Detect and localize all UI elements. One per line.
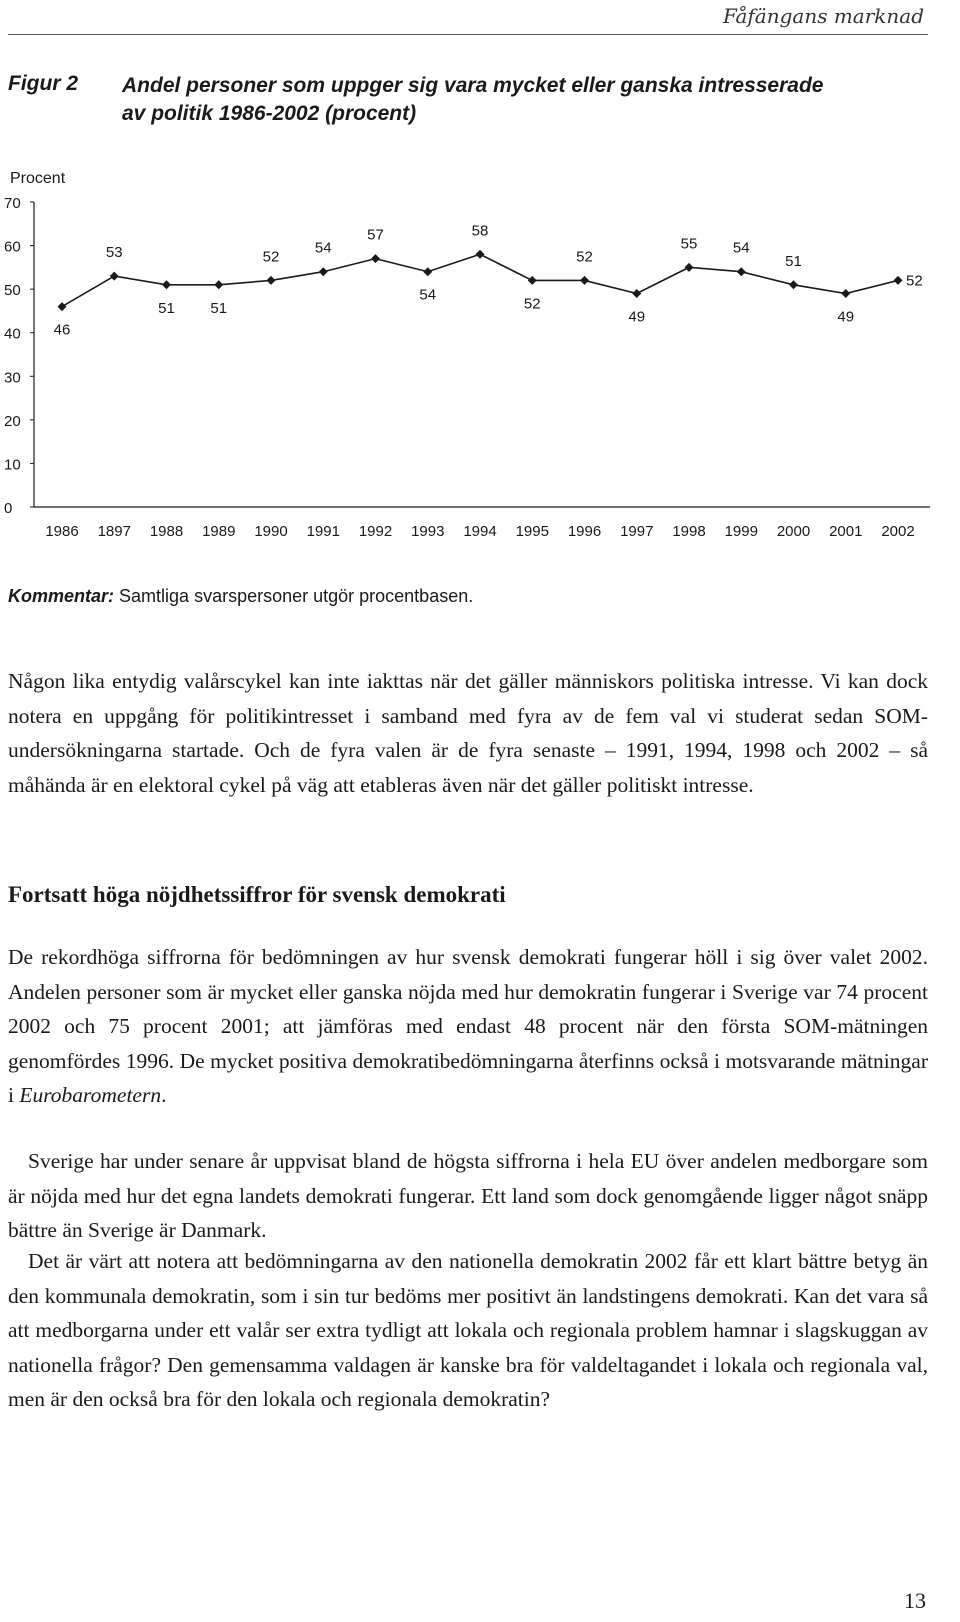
- data-point: [528, 276, 537, 285]
- y-tick-label: 0: [4, 500, 13, 517]
- line-chart: [0, 160, 960, 560]
- x-tick-label: 1993: [411, 523, 445, 540]
- series-line: [62, 254, 898, 306]
- y-tick-label: 10: [4, 456, 21, 474]
- paragraph-2-start: De rekordhöga siffrorna för bedömningen av hur svensk demokrati fungerar höll i sig över valet 2002. Andelen personer som är mycket eller ganska nöjda med hur demokratin fungerar i Sverige var 74 procent 2002 och 75 procent 2001; att jämföras med endast 48 procent när den första SOM-mätningen genomfördes 1996. De mycket positiva demokratibedömningarna återfinns också i motsvarande mätningar i: [8, 945, 928, 1107]
- data-point: [685, 263, 694, 272]
- paragraph-2-italic: Eurobarometern: [19, 1083, 162, 1107]
- data-point: [371, 254, 380, 263]
- x-tick-label: 2002: [881, 523, 915, 540]
- x-tick-label: 1994: [463, 523, 497, 540]
- data-label: 52: [262, 248, 280, 266]
- x-ticks: [45, 523, 914, 540]
- comment-text: Samtliga svarspersoner utgör procentbasen.: [119, 586, 474, 606]
- data-point: [214, 280, 223, 289]
- x-tick-label: 1986: [45, 523, 79, 540]
- data-label: 51: [210, 299, 228, 317]
- y-tick-label: 50: [4, 282, 21, 300]
- x-tick-label: 1897: [97, 523, 131, 540]
- y-tick-label: 20: [4, 412, 21, 430]
- data-point: [580, 276, 589, 285]
- data-label: 54: [732, 239, 750, 257]
- paragraph-3: Sverige har under senare år uppvisat bland de högsta siffrorna i hela EU över andelen medborgare som är nöjda med hur det egna landets demokrati fungerar. Ett land som dock genomgående ligger något snäpp bättre än Sverige är Danmark.: [8, 1149, 928, 1242]
- section-heading: Fortsatt höga nöjdhetssiffror för svensk demokrati: [8, 882, 506, 907]
- data-point: [476, 250, 485, 259]
- x-tick-label: 1999: [724, 523, 758, 540]
- figure-label: Figur 2: [8, 72, 79, 95]
- paragraph-4: Det är värt att notera att bedömningarna av den nationella demokratin 2002 får ett klart bättre betyg än den kommunala demokratin, som i sin tur bedöms mer positivt än landstingens demokrati. Kan det vara så att medborgarna under ett valår ser extra tydligt att lokala och regionala problem hamnar i slagskuggan av nationella frågor? Den gemensamma valdagen är kanske bra för valdeltagandet i lokala och regionala val, men är den också bra för den lokala och regionala demokratin?: [8, 1249, 928, 1411]
- data-labels: [54, 222, 923, 338]
- data-point: [267, 276, 276, 285]
- y-tick-label: 40: [4, 325, 21, 343]
- figure-title: Andel personer som uppger sig vara mycket eller ganska intresserade av politik 1986-2002 (procent): [122, 74, 824, 125]
- chart-comment: [8, 586, 473, 607]
- data-label: 52: [576, 248, 593, 266]
- page-number: 13: [904, 1588, 926, 1613]
- data-point: [894, 276, 903, 285]
- x-tick-label: 1992: [358, 523, 393, 540]
- data-point: [632, 289, 641, 298]
- comment-label: Kommentar:: [8, 586, 115, 606]
- data-label: 52: [906, 272, 923, 290]
- data-label: 51: [158, 299, 175, 317]
- data-point: [58, 302, 67, 311]
- x-tick-label: 1998: [672, 523, 706, 540]
- paragraph-2: [8, 940, 928, 1113]
- header-rule: [8, 34, 928, 35]
- data-point: [319, 267, 328, 276]
- data-label: 54: [419, 286, 437, 304]
- y-ticks: [4, 195, 34, 517]
- data-point: [789, 280, 798, 289]
- x-tick-label: 1991: [306, 523, 340, 540]
- data-point: [110, 272, 119, 281]
- data-label: 49: [837, 308, 855, 326]
- x-tick-label: 1997: [620, 523, 654, 540]
- x-tick-label: 1988: [149, 523, 184, 540]
- data-label: 55: [680, 235, 698, 253]
- running-header: Fåfängans marknad: [722, 4, 924, 28]
- data-label: 58: [471, 222, 489, 240]
- chart-axes: [34, 202, 930, 507]
- y-tick-label: 60: [4, 238, 21, 256]
- x-tick-label: 2001: [829, 523, 863, 540]
- data-point: [737, 267, 746, 276]
- data-label: 52: [523, 295, 541, 313]
- data-label: 57: [367, 226, 384, 244]
- paragraph-1: Någon lika entydig valårscykel kan inte iakttas när det gäller människors politiska intresse. Vi kan dock notera en uppgång för politikintresset i samband med fyra av de fem val vi studerat sedan SOM-undersökningarna startade. Och de fyra valen är de fyra senaste – 1991, 1994, 1998 och 2002 – så måhända är en elektoral cykel på väg att etableras även när det gäller politiskt intresse.: [8, 669, 928, 797]
- data-label: 46: [53, 321, 71, 339]
- x-tick-label: 1989: [202, 523, 236, 540]
- data-label: 49: [628, 308, 646, 326]
- data-label: 53: [105, 244, 123, 262]
- y-tick-label: 70: [4, 195, 21, 212]
- paragraph-2-end: .: [161, 1083, 167, 1107]
- data-point: [423, 267, 432, 276]
- y-tick-label: 30: [4, 369, 21, 387]
- x-tick-label: 1996: [567, 523, 602, 540]
- data-point: [841, 289, 850, 298]
- y-axis-label: Procent: [10, 170, 66, 187]
- x-tick-label: 2000: [776, 523, 811, 540]
- data-label: 54: [314, 239, 332, 257]
- x-tick-label: 1995: [515, 523, 549, 540]
- x-tick-label: 1990: [254, 523, 288, 540]
- data-point: [162, 280, 171, 289]
- data-label: 51: [785, 252, 802, 270]
